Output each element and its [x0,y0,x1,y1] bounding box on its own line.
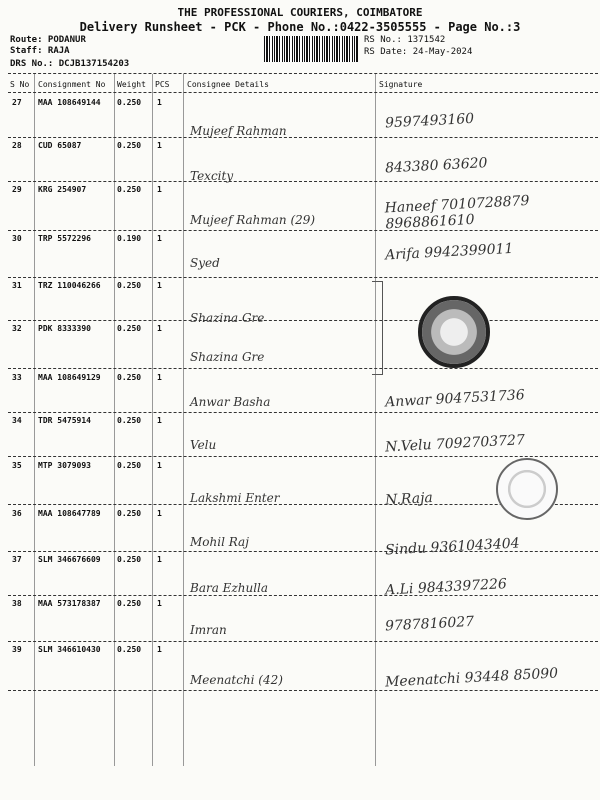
row-signature: 843380 63620 [384,155,488,177]
row-pcs: 1 [157,555,162,564]
row-pcs: 1 [157,599,162,608]
column-divider [34,74,35,766]
bracket-mark [372,281,383,375]
col-header-consignment: Consignment No [38,80,106,89]
row-consignment-no: SLM 346676609 [38,555,101,564]
row-signature: Sindu 9361043404 [384,535,520,559]
row-divider [8,230,598,231]
row-consignment-no: TRP 5572296 [38,234,91,243]
row-sno: 36 [12,509,22,518]
row-consignee-handwriting: Shazina Gre [190,311,265,325]
row-sno: 27 [12,98,22,107]
row-consignment-no: TDR 5475914 [38,416,91,425]
row-divider [8,641,598,642]
col-header-weight: Weight [117,80,146,89]
row-consignee-handwriting: Texcity [190,169,234,183]
row-consignment-no: SLM 346610430 [38,645,101,654]
row-divider [8,551,598,552]
row-pcs: 1 [157,141,162,150]
row-weight: 0.190 [117,234,142,243]
row-signature: Arifa 9942399011 [384,240,514,264]
row-consignee-handwriting: Shazina Gre [190,350,265,364]
row-weight: 0.250 [117,324,142,333]
row-consignee-handwriting: Imran [190,623,227,637]
row-signature: 9597493160 [384,110,475,132]
row-signature: 9787816027 [384,613,475,635]
row-weight: 0.250 [117,461,142,470]
row-sno: 30 [12,234,22,243]
column-divider [114,74,115,766]
row-consignee-handwriting: Velu [190,438,217,452]
row-weight: 0.250 [117,645,142,654]
row-sno: 28 [12,141,22,150]
row-pcs: 1 [157,373,162,382]
drs-number: DRS No.: DCJB137154203 [10,59,130,69]
row-consignee-handwriting: Bara Ezhulla [190,581,269,595]
row-pcs: 1 [157,509,162,518]
row-consignee-handwriting: Lakshmi Enter [190,491,280,505]
column-divider [375,74,376,766]
row-consignment-no: KRG 254907 [38,185,87,194]
row-divider [8,181,598,182]
row-sno: 38 [12,599,22,608]
row-sno: 33 [12,373,22,382]
table-top-border [8,73,598,74]
row-sno: 29 [12,185,22,194]
row-pcs: 1 [157,645,162,654]
row-consignee-handwriting: Mujeef Rahman (29) [190,213,316,227]
row-divider [8,368,598,369]
shop-stamp [496,458,558,520]
row-consignment-no: MAA 108647789 [38,509,101,518]
col-header-consignee: Consignee Details [187,80,269,89]
col-header-signature: Signature [379,80,423,89]
row-consignment-no: MAA 108649144 [38,98,101,107]
row-signature: N.Velu 7092703727 [384,432,526,456]
row-weight: 0.250 [117,509,142,518]
row-pcs: 1 [157,234,162,243]
row-consignment-no: CUD 65087 [38,141,82,150]
barcode [264,36,358,62]
row-pcs: 1 [157,185,162,194]
row-pcs: 1 [157,461,162,470]
header-divider [8,92,598,93]
row-consignee-handwriting: Mohil Raj [190,535,249,549]
row-sno: 35 [12,461,22,470]
row-consignment-no: PDK 8333390 [38,324,91,333]
row-sno: 34 [12,416,22,425]
route-label: Route: PODANUR [10,35,86,45]
row-consignment-no: TRZ 110046266 [38,281,101,290]
row-consignment-no: MAA 108649129 [38,373,101,382]
row-sno: 37 [12,555,22,564]
row-consignee-handwriting: Meenatchi (42) [190,673,283,687]
row-consignment-no: MTP 3079093 [38,461,91,470]
row-weight: 0.250 [117,416,142,425]
staff-label: Staff: RAJA [10,46,70,56]
row-sno: 39 [12,645,22,654]
shop-stamp [418,296,490,368]
row-pcs: 1 [157,324,162,333]
column-divider [152,74,153,766]
row-pcs: 1 [157,416,162,425]
row-weight: 0.250 [117,141,142,150]
row-weight: 0.250 [117,185,142,194]
row-weight: 0.250 [117,555,142,564]
rs-number: RS No.: 1371542 [364,35,446,45]
row-divider [8,690,598,691]
row-weight: 0.250 [117,98,142,107]
row-consignee-handwriting: Syed [190,256,220,270]
runsheet-subtitle: Delivery Runsheet - PCK - Phone No.:0422-3505555 - Page No.:3 [79,20,521,34]
row-signature: Haneef 7010728879 8968861610 [384,192,530,233]
row-weight: 0.250 [117,599,142,608]
row-signature: N.Raja [384,490,434,509]
row-divider [8,595,598,596]
row-divider [8,320,598,321]
col-header-pcs: PCS [155,80,170,89]
row-consignee-handwriting: Anwar Basha [190,395,271,409]
row-pcs: 1 [157,281,162,290]
row-signature: A.Li 9843397226 [384,576,508,599]
row-divider [8,277,598,278]
row-sno: 31 [12,281,22,290]
row-consignee-handwriting: Mujeef Rahman [190,124,287,138]
row-pcs: 1 [157,98,162,107]
row-signature: Anwar 9047531736 [384,387,526,411]
row-weight: 0.250 [117,281,142,290]
column-divider [183,74,184,766]
row-consignment-no: MAA 573178387 [38,599,101,608]
row-sno: 32 [12,324,22,333]
row-signature: Meenatchi 93448 85090 [384,665,559,691]
row-divider [8,412,598,413]
row-divider [8,137,598,138]
row-divider [8,456,598,457]
company-title: THE PROFESSIONAL COURIERS, COIMBATORE [177,6,423,19]
rs-date: RS Date: 24-May-2024 [364,47,473,57]
col-header-sno: S No [10,80,30,89]
row-weight: 0.250 [117,373,142,382]
